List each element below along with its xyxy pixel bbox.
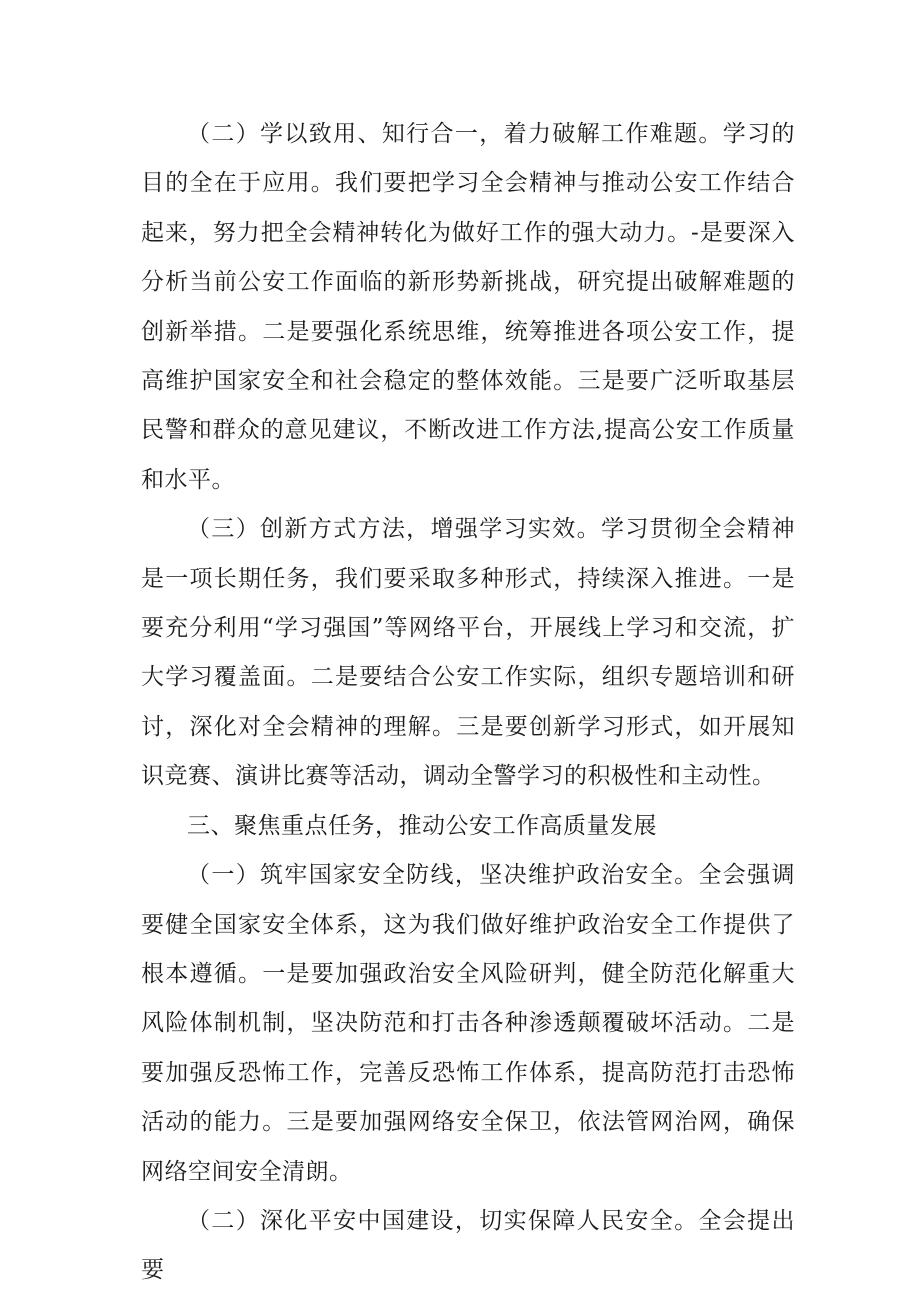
- paragraph-safe-china: （二）深化平安中国建设，切实保障人民安全。全会提出要: [141, 1207, 795, 1284]
- document-body: [141, 110, 795, 1296]
- section-heading-key-tasks: 三、聚焦重点任务，推动公安工作高质量发展: [187, 812, 657, 839]
- paragraph-national-security: （一）筑牢国家安全防线，坚决维护政治安全。全会强调要健全国家安全体系，这为我们做好维护政治安全工作提供了根本遵循。一是要加强政治安全风险研判，健全防范化解重大风险体制机制，坚决防范和打击各种渗透颠覆破坏活动。二是要加强反恐怖工作，完善反恐怖工作体系，提高防范打击恐怖活动的能力。三是要加强网络安全保卫，依法管网治网，确保网络空间安全清朗。: [141, 862, 795, 1185]
- paragraph-study-application: （二）学以致用、知行合一，着力破解工作难题。学习的目的全在于应用。我们要把学习全会精神与推动公安工作结合起来，努力把全会精神转化为做好工作的强大动力。-是要深入分析当前公安工作面临的新形势新挑战，研究提出破解难题的创新举措。二是要强化系统思维，统筹推进各项公安工作，提高维护国家安全和社会稳定的整体效能。三是要广泛听取基层民警和群众的意见建议，不断改进工作方法,提高公安工作质量和水平。: [141, 121, 795, 493]
- paragraph-innovative-methods: （三）创新方式方法，增强学习实效。学习贯彻全会精神是一项长期任务，我们要采取多种形式，持续深入推进。一是要充分利用“学习强国”等网络平台，开展线上学习和交流，扩大学习覆盖面。二是要结合公安工作实际，组织专题培训和研讨，深化对全会精神的理解。三是要创新学习形式，如开展知识竞赛、演讲比赛等活动，调动全警学习的积极性和主动性。: [141, 516, 795, 790]
